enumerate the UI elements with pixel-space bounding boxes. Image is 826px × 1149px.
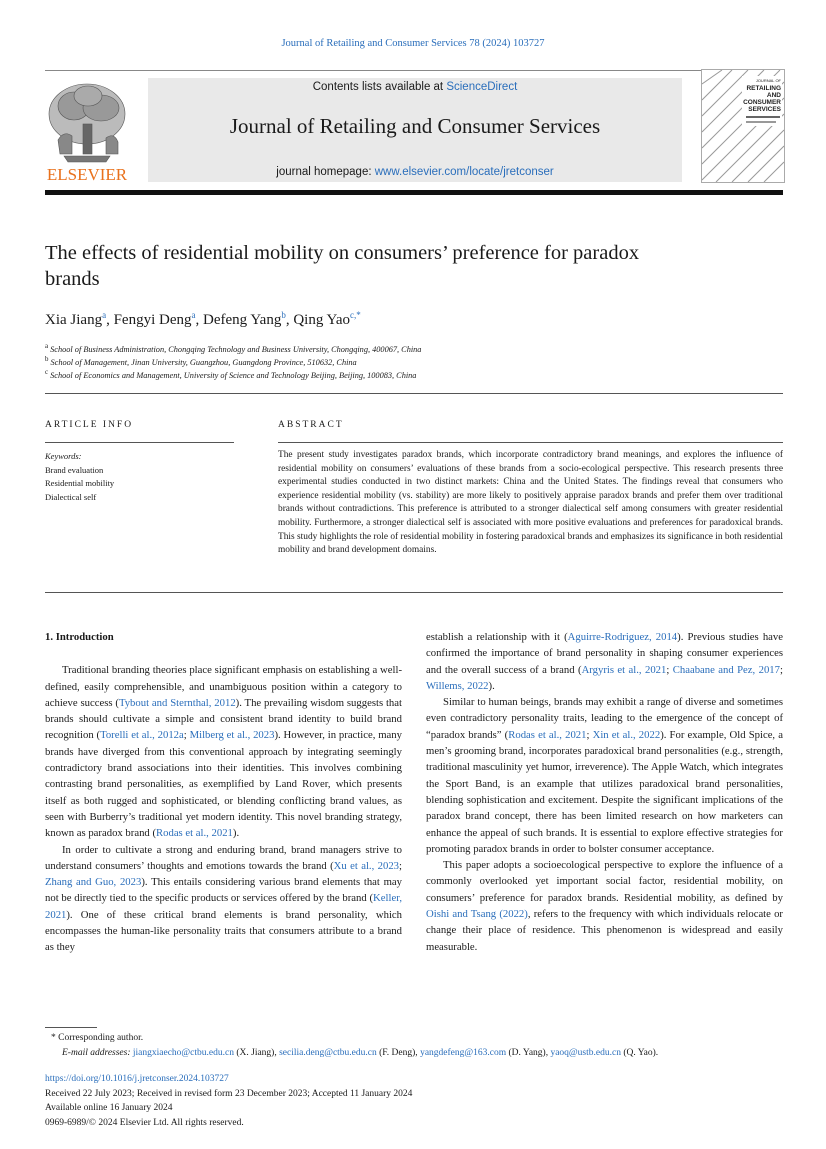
journal-citation-link[interactable]: Journal of Retailing and Consumer Services 78 (2024) 103727 — [281, 38, 545, 49]
svg-text:CONSUMER: CONSUMER — [743, 99, 781, 106]
email-link[interactable]: jiangxiaecho@ctbu.edu.cn — [132, 1048, 234, 1058]
svg-text:AND: AND — [766, 92, 781, 99]
copyright: 0969-6989/© 2024 Elsevier Ltd. All rights reserved. — [45, 1117, 244, 1128]
text-run: ; — [780, 663, 783, 676]
paragraph — [45, 662, 402, 841]
text-run: ). One of these critical brand elements is brand personality, which encompasses the human-like personality traits that consumers attribute to a brand as they — [45, 908, 402, 954]
paragraph — [426, 629, 783, 694]
author-name[interactable]: Defeng Yang — [203, 312, 282, 328]
paragraph — [45, 842, 402, 956]
affiliation: $^b$ School of Management, Jinan University, Guangzhou, Guangdong Province, 510632, China — [45, 356, 357, 367]
corresponding-author-note: * Corresponding author. — [51, 1033, 144, 1043]
body-column-left — [45, 629, 402, 956]
citation-link[interactable]: Milberg et al., 2023 — [189, 729, 275, 742]
email-addresses: E-mail addresses: jiangxiaecho@ctbu.edu.cn (X. Jiang), secilia.deng@ctbu.edu.cn (F. Deng), yangdefeng@163.com (D. Yang), yaoq@ustb.edu.cn (Q. Yao). — [62, 1048, 659, 1058]
text-run: ; — [586, 728, 593, 741]
citation-link[interactable]: Rodas et al., 2021 — [156, 827, 233, 840]
elsevier-wordmark: ELSEVIER — [46, 165, 128, 184]
affiliation: $^c$ School of Economics and Management, University of Science and Technology Beijing, Beijing, 100083, China — [45, 369, 417, 380]
keyword: Residential mobility — [45, 478, 115, 488]
text-run: Traditional branding theories place significant emphasis on establishing a well-defined, easily comprehensible, and unambiguous position within a category to achieve success ( — [45, 664, 402, 709]
paragraph — [426, 694, 783, 857]
doi-link[interactable]: https://doi.org/10.1016/j.jretconser.2024.103727 — [45, 1074, 229, 1084]
text-run: ). Previous studies have confirmed the importance of brand personality in shaping consumer experiences and the overall success of a brand ( — [426, 631, 783, 676]
keyword: Dialectical self — [45, 491, 97, 502]
author-affiliation-mark[interactable]: c,* — [350, 310, 361, 320]
text-run: ). This entails considering various brand elements that may not be directly tied to the specific products or services offered by the brand ( — [45, 876, 403, 905]
author-affiliation-mark[interactable]: b — [281, 310, 286, 320]
text-run: ). The prevailing wisdom suggests that brands should cultivate a simple and consistent brand identity to build brand recognition ( — [45, 696, 402, 742]
citation-link[interactable]: Rodas et al., 2021 — [508, 728, 587, 741]
text-run: ). — [232, 827, 240, 840]
journal-cover-thumbnail[interactable] — [701, 69, 785, 183]
text-run: , refers to the frequency with which individuals relocate or change their place of residence. This phenomenon is widespread and easily measurable. — [426, 908, 783, 953]
citation-link[interactable]: Keller, 2021 — [45, 892, 402, 921]
journal-name: Journal of Retailing and Consumer Services — [229, 114, 601, 138]
keywords-block — [45, 450, 114, 504]
text-run: establish a relationship with it ( — [426, 631, 568, 643]
header-bottom-rule — [45, 190, 783, 195]
citation-link[interactable]: Willems, 2022 — [426, 679, 489, 692]
text-run: Similar to human beings, brands may exhibit a range of diverse and sometimes even contradictory personality traits, leading to the emergence of the concept of “paradox brands” ( — [426, 696, 783, 741]
author-name[interactable]: Fengyi Deng — [113, 312, 192, 328]
citation-link[interactable]: Oishi and Tsang (2022) — [426, 908, 528, 921]
email-link[interactable]: secilia.deng@ctbu.edu.cn — [279, 1048, 377, 1058]
citation-link[interactable]: Tybout and Sternthal, 2012 — [118, 696, 236, 709]
keywords-label: Keywords: — [45, 451, 82, 461]
text-run: ). However, in practice, many brands have diverged from this conventional approach by integrating seemingly contradictory brand associations into their identities. This involves combining contrasting brand personalities, as exemplified by Land Rover, which presents itself as both rugged and sophisticated, or blending conflicting brand values, as seen with Burberry’s traditional yet modern identity. This novel branding strategy, known as paradox brand ( — [45, 729, 402, 840]
section-heading: 1. Introduction — [45, 631, 114, 643]
elsevier-tree-icon — [44, 78, 130, 184]
text-run: This paper adopts a socioecological perspective to explore the influence of a commonly overlooked yet important social factor, residential mobility, on consumers’ preference for paradox brands. Residential mobility, as defined by — [426, 859, 783, 904]
author-name[interactable]: Qing Yao — [293, 312, 351, 328]
journal-banner — [148, 78, 682, 182]
keyword: Brand evaluation — [45, 464, 104, 475]
citation-link[interactable]: Chaabane and Pez, 2017 — [672, 663, 780, 676]
citation-link[interactable]: Xu et al., 2023 — [333, 859, 400, 872]
author-list: Xia Jiang$^a$, Fengyi Deng$^a$, Defeng Yang$^b$, Qing Yao$^{c,*}$ — [45, 310, 361, 328]
affiliation: $^a$ School of Business Administration, Chongqing Technology and Business University, Chongqing, 400067, China — [45, 343, 422, 354]
text-run: In order to cultivate a strong and enduring brand, brand managers strive to understand consumers’ thoughts and emotions towards the brand ( — [45, 843, 402, 872]
abstract-rule — [278, 442, 783, 443]
citation-link[interactable]: Zhang and Guo, 2023 — [45, 876, 142, 889]
paragraph — [426, 857, 783, 955]
text-run: ; — [183, 729, 190, 742]
text-run: ; — [666, 663, 673, 676]
svg-text:JOURNAL OF: JOURNAL OF — [755, 78, 781, 83]
received-dates: Received 22 July 2023; Received in revised form 23 December 2023; Accepted 11 January 2024 — [45, 1088, 413, 1099]
footnote-rule — [45, 1027, 97, 1028]
text-run: ; — [399, 859, 402, 872]
contents-available: Contents lists available at ScienceDirect — [312, 81, 518, 93]
sciencedirect-link[interactable]: ScienceDirect — [446, 81, 518, 93]
section-rule — [45, 393, 783, 394]
article-info-rule — [45, 442, 234, 443]
article-title: The effects of residential mobility on consumers’ preference for paradox brands — [45, 242, 640, 290]
citation-link[interactable]: Xin et al., 2022 — [592, 728, 661, 741]
citation-link[interactable]: Aguirre-Rodriguez, 2014 — [567, 631, 678, 643]
available-online: Available online 16 January 2024 — [45, 1103, 173, 1114]
publication-info — [45, 1072, 412, 1130]
section-rule — [45, 592, 783, 593]
citation-link[interactable]: Argyris et al., 2021 — [581, 663, 667, 676]
author-affiliation-mark[interactable]: a — [102, 310, 107, 320]
author-affiliation-mark[interactable]: a — [191, 310, 196, 320]
email-link[interactable]: yaoq@ustb.edu.cn — [550, 1048, 621, 1058]
svg-text:SERVICES: SERVICES — [748, 106, 781, 113]
email-link[interactable]: yangdefeng@163.com — [420, 1048, 507, 1058]
journal-homepage: journal homepage: www.elsevier.com/locate/jretconser — [276, 166, 554, 178]
author-name[interactable]: Xia Jiang — [45, 312, 103, 328]
body-column-right — [426, 629, 783, 955]
cover-image — [702, 70, 784, 182]
header-top-rule — [45, 70, 783, 71]
homepage-link[interactable]: www.elsevier.com/locate/jretconser — [374, 166, 554, 178]
article-info-heading: ARTICLE INFO — [45, 420, 134, 430]
text-run: ). — [488, 679, 495, 692]
footnote — [45, 1031, 783, 1061]
abstract-text: The present study investigates paradox brands, which incorporate contradictory brand meanings, and explores the influence of residential mobility on consumers’ evaluations of these brands from a socio-ecological perspective. This research presents three experimental studies conducted in two distinct markets: China and the United States. The findings reveal that consumers who experience residential mobility (vs. stability) are more likely to positively appraise paradox brands and prefer them over traditional brands without contradictions. This preference is attributed to a stronger dialectical self among consumers with greater residential mobility. Furthermore, a stronger dialectical self is associated with more positive evaluations and preferences for paradoxical brands. This study highlights the role of residential mobility in fostering paradoxical brands and emphasizes its significance in both residential mobility and brand development domains. — [278, 450, 783, 556]
citation-link[interactable]: Torelli et al., 2012a — [100, 729, 184, 742]
abstract-heading: ABSTRACT — [278, 420, 344, 430]
svg-text:RETAILING: RETAILING — [746, 85, 781, 92]
elsevier-logo[interactable] — [44, 78, 130, 184]
text-run: ). For example, Old Spice, a men’s grooming brand, incorporates paradoxical brand personalities (e.g., strength, traditional masculinity yet humor, irreverence). The Apple Watch, which integrates the Sport Band, is an example that utilizes paradoxical brand personalities, blending sophistication and excitement. Despite the significant implications of the paradox brand concept, there has been limited research on how marketers can enhance the appeal of such brands. It is essential to explore effective strategies for promoting paradox brands in order to bolster consumer acceptance. — [426, 728, 783, 855]
